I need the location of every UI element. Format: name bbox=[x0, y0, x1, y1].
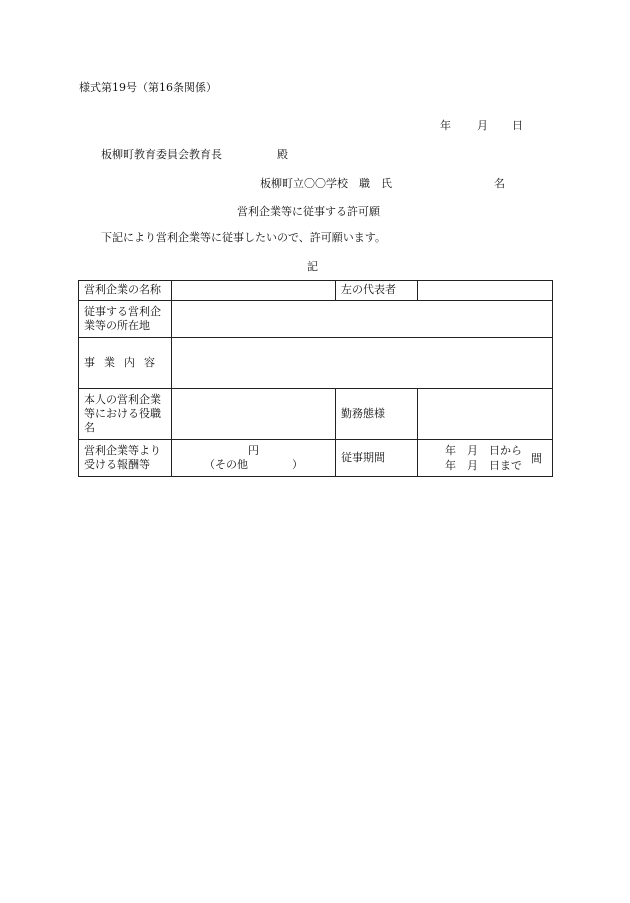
representative-label: 左の代表者 bbox=[336, 281, 418, 301]
date-year-label: 年 bbox=[440, 119, 451, 132]
business-content-label: 事業内容 bbox=[79, 338, 172, 389]
period-to: 年 月 日まで bbox=[445, 459, 522, 472]
business-content-field[interactable] bbox=[172, 338, 553, 389]
recipient-title: 板柳町教育委員会教育長 bbox=[101, 148, 222, 161]
table-row bbox=[79, 440, 553, 477]
company-name-field[interactable] bbox=[172, 281, 336, 301]
compensation-other: （その他 ） bbox=[204, 458, 303, 471]
table-row bbox=[79, 338, 553, 389]
period-suffix: 間 bbox=[531, 452, 542, 465]
table-row bbox=[79, 389, 553, 440]
period-from: 年 月 日から bbox=[445, 444, 522, 457]
period-field[interactable] bbox=[418, 440, 553, 477]
compensation-yen: 円 bbox=[248, 443, 259, 457]
location-label: 従事する営利企業等の所在地 bbox=[79, 301, 172, 338]
position-label: 本人の営利企業等における役職名 bbox=[79, 389, 172, 440]
document-title: 営利企業等に従事する許可願 bbox=[237, 205, 380, 218]
company-name-label: 営利企業の名称 bbox=[79, 281, 172, 301]
date-day-label: 日 bbox=[512, 119, 523, 132]
table-row bbox=[79, 301, 553, 338]
compensation-label: 営利企業等より受ける報酬等 bbox=[79, 440, 172, 477]
recipient-honorific: 殿 bbox=[277, 148, 288, 161]
applicant-affiliation: 板柳町立〇〇学校 職 氏 bbox=[260, 177, 392, 190]
work-style-label: 勤務態様 bbox=[336, 389, 418, 440]
location-field[interactable] bbox=[172, 301, 553, 338]
period-label: 従事期間 bbox=[336, 440, 418, 477]
position-field[interactable] bbox=[172, 389, 336, 440]
work-style-field[interactable] bbox=[418, 389, 553, 440]
table-row bbox=[79, 281, 553, 301]
date-month-label: 月 bbox=[477, 119, 488, 132]
representative-field[interactable] bbox=[418, 281, 553, 301]
compensation-field[interactable] bbox=[172, 440, 336, 477]
form-number: 様式第19号（第16条関係） bbox=[79, 81, 217, 94]
application-table bbox=[78, 280, 553, 477]
ki-heading: 記 bbox=[307, 260, 318, 273]
applicant-name-label: 名 bbox=[494, 177, 505, 190]
document-body: 下記により営利企業等に従事したいので、許可願います。 bbox=[101, 231, 386, 244]
